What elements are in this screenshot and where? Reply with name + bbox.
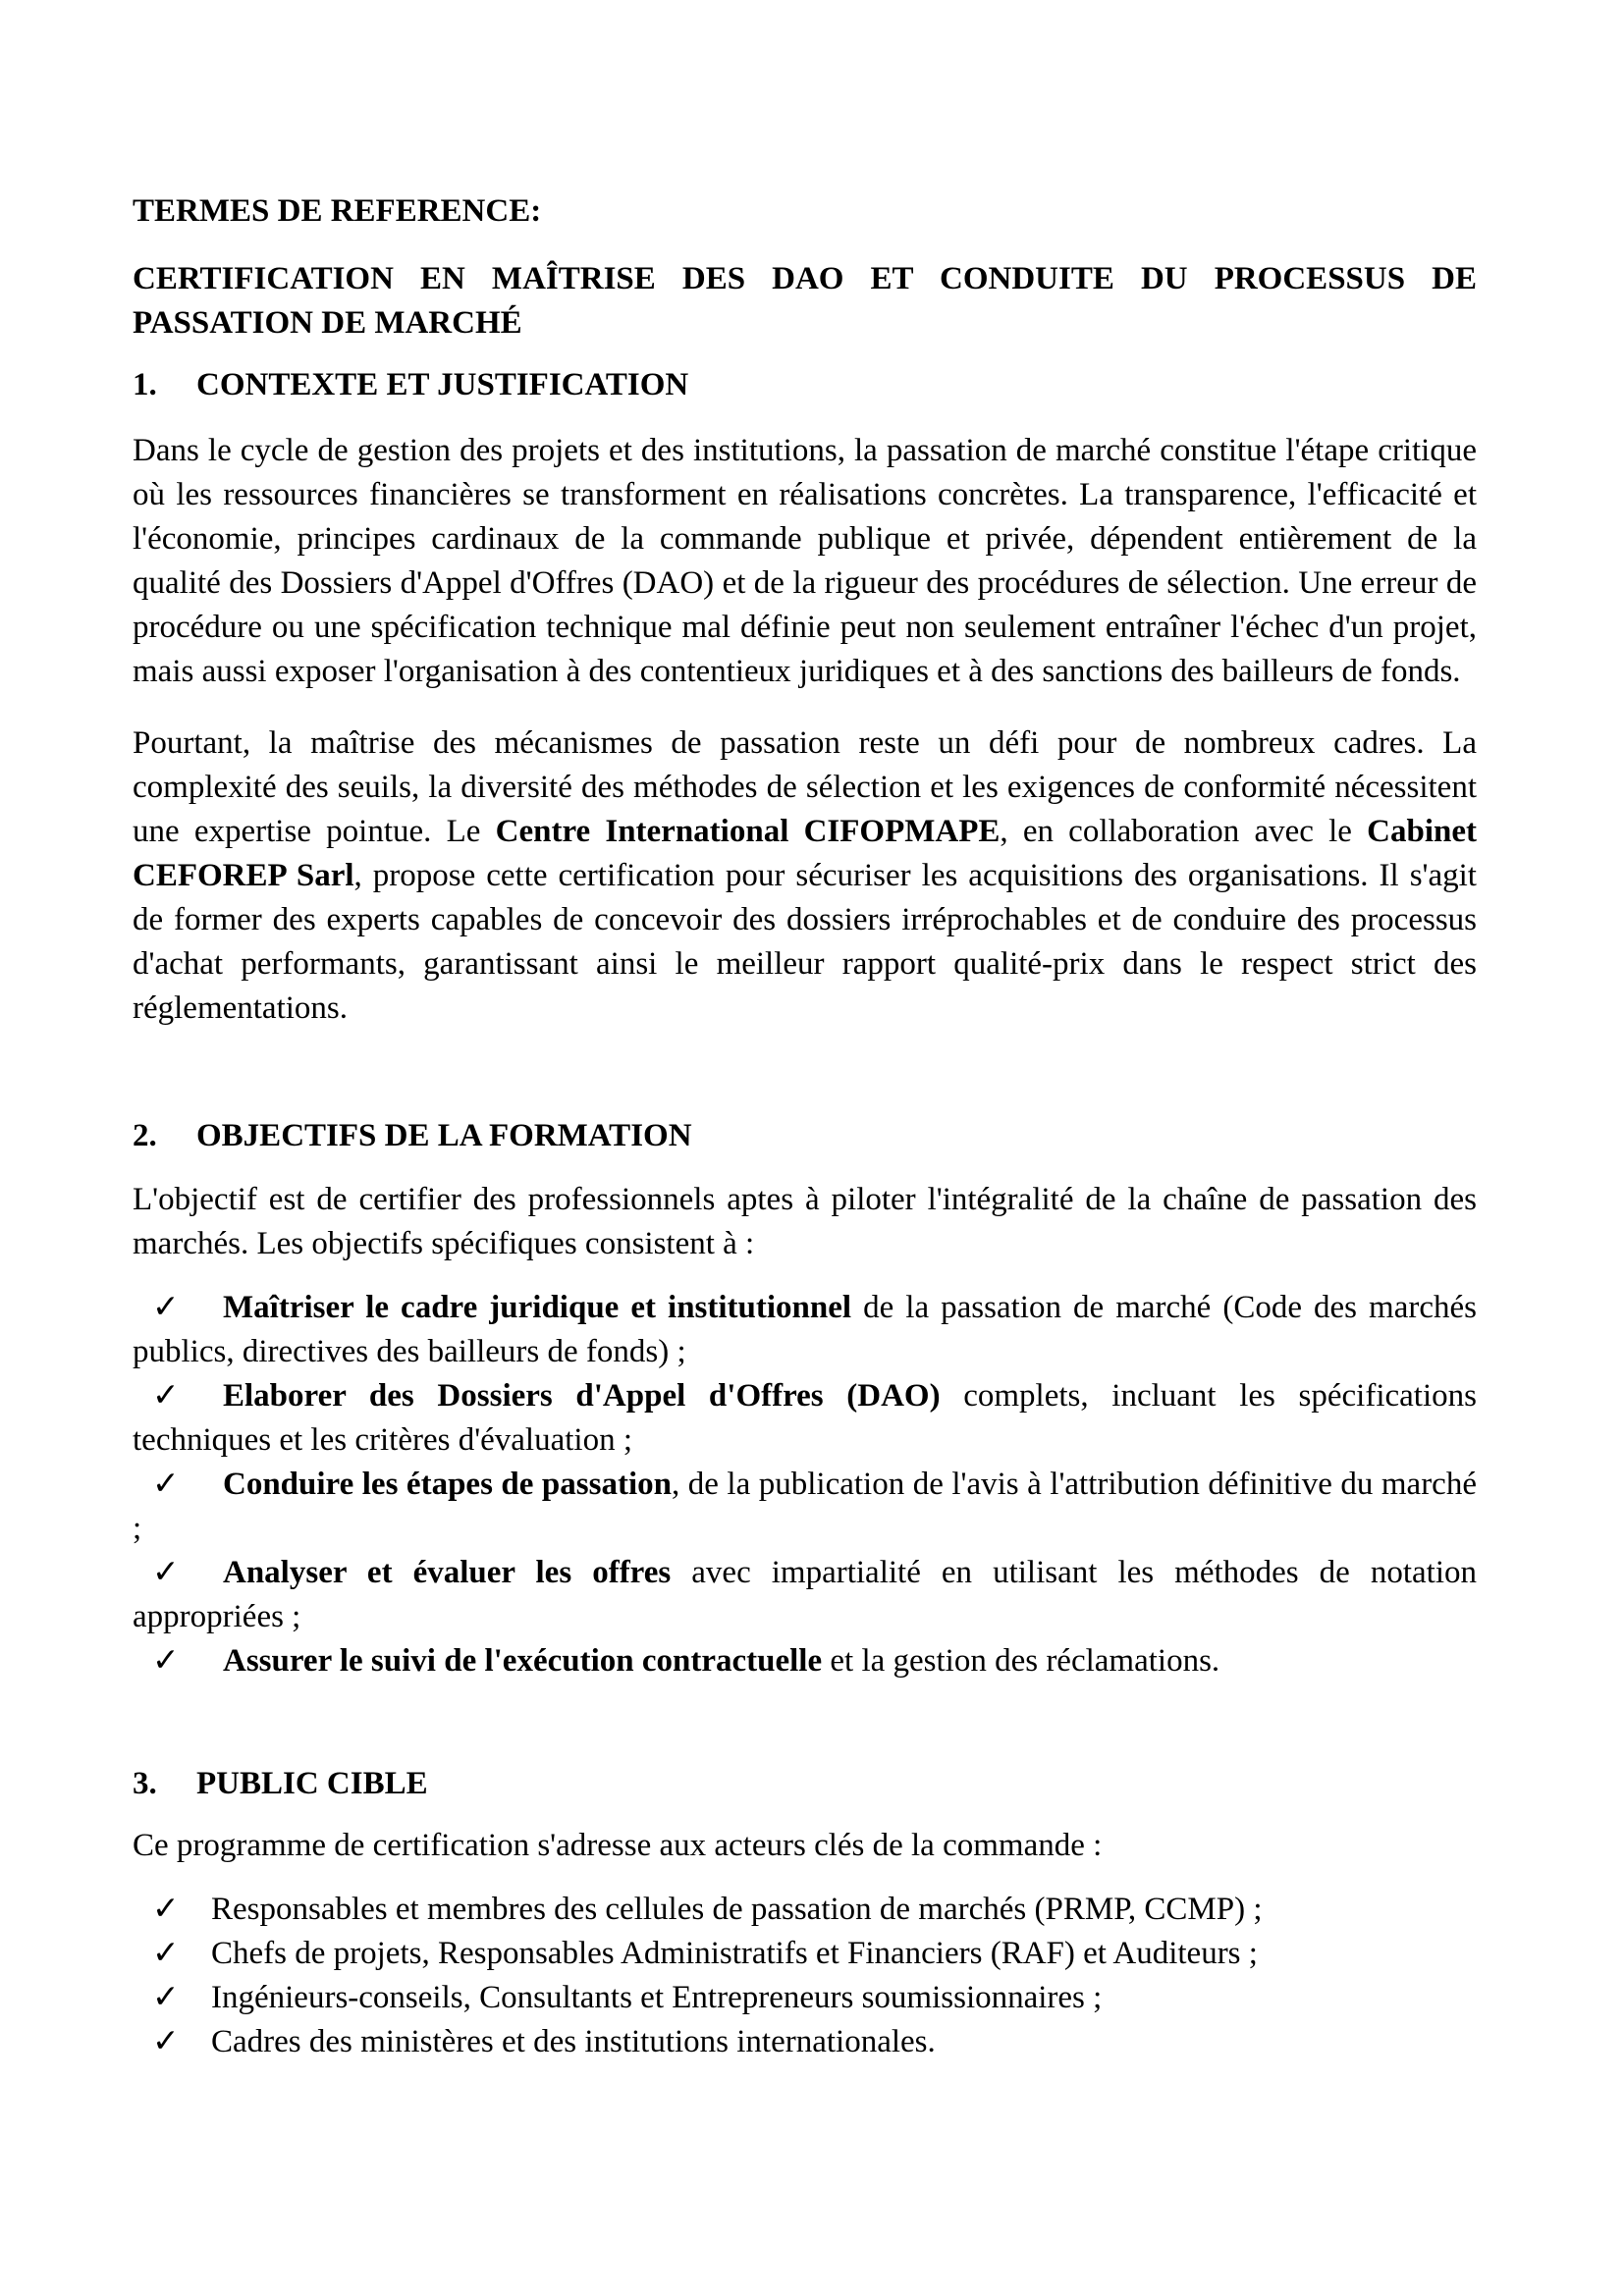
document-subtitle: CERTIFICATION EN MAÎTRISE DES DAO ET CONDUITE DU PROCESSUS DE PASSATION DE MARCHÉ bbox=[133, 261, 1477, 341]
document-title: TERMES DE REFERENCE: bbox=[133, 193, 542, 229]
checklist-item bbox=[133, 1463, 1477, 1551]
objectives-intro-paragraph: L'objectif est de certifier des professionnels aptes à piloter l'intégralité de la chaîne de passation des marchés. Les objectifs spécifiques consistent à : bbox=[133, 1182, 1477, 1261]
checklist-item bbox=[133, 1551, 1477, 1639]
item-text: Ingénieurs-conseils, Consultants et Entrepreneurs soumissionnaires ; bbox=[211, 1980, 1103, 2015]
checklist-item bbox=[133, 1374, 1477, 1463]
section-3-heading bbox=[133, 1762, 1477, 1806]
audience-checklist bbox=[133, 1888, 1477, 2064]
item-lead-bold: Assurer le suivi de l'exécution contractuelle bbox=[223, 1643, 823, 1679]
checkmark-icon: ✓ bbox=[152, 2024, 180, 2059]
item-text: Chefs de projets, Responsables Administratifs et Financiers (RAF) et Auditeurs ; bbox=[211, 1936, 1258, 1971]
section-2-number: 2. bbox=[133, 1118, 157, 1153]
context-paragraph-1: Dans le cycle de gestion des projets et des institutions, la passation de marché constitue l'étape critique où les ressources financières se transforment en réalisations concrètes. La transparence, l'efficacité et l'économie, principes cardinaux de la commande publique et privée, dépendent entièrement de la qualité des Dossiers d'Appel d'Offres (DAO) et de la rigueur des procédures de sélection. Une erreur de procédure ou une spécification technique mal définie peut non seulement entraîner l'échec d'un projet, mais aussi exposer l'organisation à des contentieux juridiques et à des sanctions des bailleurs de fonds. bbox=[133, 433, 1477, 689]
item-text: , de la publication de l'avis à l'attribution définitive du marché ; bbox=[133, 1467, 1477, 1546]
item-lead-bold: Analyser et évaluer les offres bbox=[223, 1555, 672, 1590]
text-run: , en collaboration avec le bbox=[1000, 814, 1368, 849]
checkmark-icon: ✓ bbox=[152, 1467, 180, 1502]
audience-intro-paragraph: Ce programme de certification s'adresse aux acteurs clés de la commande : bbox=[133, 1828, 1103, 1863]
checklist-item bbox=[133, 1639, 1477, 1683]
text-run-bold-ceforep: Cabinet CEFOREP Sarl bbox=[133, 814, 1477, 893]
checklist-item bbox=[133, 1286, 1477, 1374]
section-1-number: 1. bbox=[133, 367, 157, 402]
checkmark-icon: ✓ bbox=[152, 1892, 180, 1927]
item-lead-bold: Elaborer des Dossiers d'Appel d'Offres (DAO) bbox=[223, 1378, 941, 1414]
objectives-checklist bbox=[133, 1286, 1477, 1683]
item-text: avec impartialité en utilisant les méthodes de notation appropriées ; bbox=[133, 1555, 1477, 1634]
checklist-item bbox=[133, 1932, 1477, 1976]
context-paragraph-2 bbox=[133, 721, 1477, 1031]
checkmark-icon: ✓ bbox=[152, 1643, 180, 1679]
checkmark-icon: ✓ bbox=[152, 1980, 180, 2015]
checklist-item bbox=[133, 1888, 1477, 1932]
section-1-title: CONTEXTE ET JUSTIFICATION bbox=[196, 367, 689, 402]
section-3-title: PUBLIC CIBLE bbox=[196, 1766, 428, 1801]
item-text: et la gestion des réclamations. bbox=[822, 1643, 1220, 1679]
section-3-number: 3. bbox=[133, 1766, 157, 1801]
checklist-item bbox=[133, 2020, 1477, 2064]
item-text: de la passation de marché (Code des marchés publics, directives des bailleurs de fonds) ; bbox=[133, 1290, 1477, 1369]
item-lead-bold: Conduire les étapes de passation bbox=[223, 1467, 672, 1502]
section-1-heading bbox=[133, 363, 1477, 407]
section-2-title: OBJECTIFS DE LA FORMATION bbox=[196, 1118, 692, 1153]
checkmark-icon: ✓ bbox=[152, 1936, 180, 1971]
item-text: Cadres des ministères et des institutions internationales. bbox=[211, 2024, 936, 2059]
checklist-item bbox=[133, 1976, 1477, 2020]
checkmark-icon: ✓ bbox=[152, 1555, 180, 1590]
text-run: , propose cette certification pour sécuriser les acquisitions des organisations. Il s'agit de former des experts capables de concevoir des dossiers irréprochables et de conduire des processus d'achat performants, garantissant ainsi le meilleur rapport qualité-prix dans le respect strict des réglementations. bbox=[133, 858, 1477, 1026]
text-run-bold-cifopmape: Centre International CIFOPMAPE bbox=[495, 814, 1001, 849]
checkmark-icon: ✓ bbox=[152, 1290, 180, 1325]
item-text: complets, incluant les spécifications techniques et les critères d'évaluation ; bbox=[133, 1378, 1477, 1458]
checkmark-icon: ✓ bbox=[152, 1378, 180, 1414]
item-text: Responsables et membres des cellules de passation de marchés (PRMP, CCMP) ; bbox=[211, 1892, 1263, 1927]
section-2-heading bbox=[133, 1114, 1477, 1158]
text-run: Pourtant, la maîtrise des mécanismes de passation reste un défi pour de nombreux cadres. La complexité des seuils, la diversité des méthodes de sélection et les exigences de conformité nécessitent une expertise pointue. Le bbox=[133, 725, 1477, 849]
item-lead-bold: Maîtriser le cadre juridique et institutionnel bbox=[223, 1290, 852, 1325]
